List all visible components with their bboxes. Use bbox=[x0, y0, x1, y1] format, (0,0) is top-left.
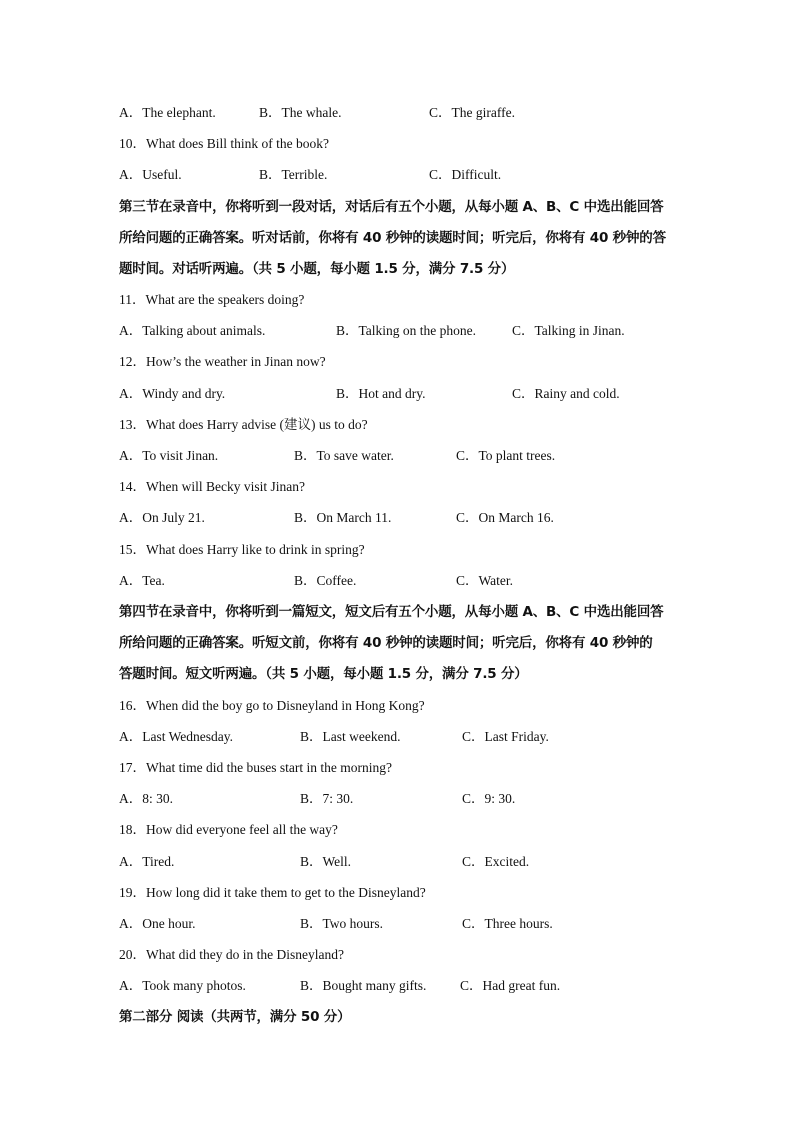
q17-option-c: C．9: 30. bbox=[462, 791, 516, 806]
part2-heading: 第二部分 阅读（共两节，满分 50 分） bbox=[119, 1009, 351, 1025]
q9-option-b: B．The whale. bbox=[259, 105, 342, 120]
q19-question: 19．How long did it take them to get to the Disneyland? bbox=[119, 885, 426, 900]
q17-option-a: A．8: 30. bbox=[119, 791, 173, 806]
q9-option-a: A．The elephant. bbox=[119, 105, 216, 120]
q17-option-b: B．7: 30. bbox=[300, 791, 354, 806]
q13-option-b: B．To save water. bbox=[294, 448, 394, 463]
q12-option-c: C．Rainy and cold. bbox=[512, 386, 620, 401]
q15-option-b: B．Coffee. bbox=[294, 573, 357, 588]
section4-line-2: 所给问题的正确答案。听短文前，你将有 40 秒钟的读题时间；听完后，你将有 40 秒钟的 bbox=[119, 635, 653, 651]
section4-line-1: 第四节在录音中，你将听到一篇短文，短文后有五个小题，从每小题 A、B、C 中选出能回答 bbox=[119, 604, 664, 620]
q10-option-b: B．Terrible. bbox=[259, 167, 328, 182]
section3-line-2: 所给问题的正确答案。听对话前，你将有 40 秒钟的读题时间；听完后，你将有 40 秒钟的答 bbox=[119, 230, 666, 246]
q13-option-c: C．To plant trees. bbox=[456, 448, 556, 463]
q12-option-b: B．Hot and dry. bbox=[336, 386, 426, 401]
q18-question: 18．How did everyone feel all the way? bbox=[119, 822, 338, 837]
q20-option-c: C．Had great fun. bbox=[460, 978, 561, 993]
q15-question: 15．What does Harry like to drink in spring? bbox=[119, 542, 365, 557]
section3-line-3: 题时间。对话听两遍。（共 5 小题，每小题 1.5 分，满分 7.5 分） bbox=[119, 261, 515, 277]
q20-option-b: B．Bought many gifts. bbox=[300, 978, 427, 993]
q16-option-c: C．Last Friday. bbox=[462, 729, 549, 744]
q20-option-a: A．Took many photos. bbox=[119, 978, 246, 993]
q11-question: 11．What are the speakers doing? bbox=[119, 292, 305, 307]
q18-option-a: A．Tired. bbox=[119, 854, 175, 869]
q14-option-b: B．On March 11. bbox=[294, 510, 392, 525]
q13-question: 13．What does Harry advise (建议) us to do? bbox=[119, 417, 368, 432]
q11-option-b: B．Talking on the phone. bbox=[336, 323, 477, 338]
section3-line-1: 第三节在录音中，你将听到一段对话，对话后有五个小题，从每小题 A、B、C 中选出能回答 bbox=[119, 199, 664, 215]
q10-option-c: C．Difficult. bbox=[429, 167, 502, 182]
q18-option-b: B．Well. bbox=[300, 854, 352, 869]
q15-option-c: C．Water. bbox=[456, 573, 514, 588]
q9-option-c: C．The giraffe. bbox=[429, 105, 515, 120]
q10-option-a: A．Useful. bbox=[119, 167, 182, 182]
q17-question: 17．What time did the buses start in the morning? bbox=[119, 760, 392, 775]
q13-option-a: A．To visit Jinan. bbox=[119, 448, 219, 463]
q14-option-a: A．On July 21. bbox=[119, 510, 205, 525]
q20-question: 20．What did they do in the Disneyland? bbox=[119, 947, 344, 962]
q19-option-c: C．Three hours. bbox=[462, 916, 553, 931]
q18-option-c: C．Excited. bbox=[462, 854, 530, 869]
q14-question: 14．When will Becky visit Jinan? bbox=[119, 479, 305, 494]
q16-option-a: A．Last Wednesday. bbox=[119, 729, 234, 744]
q15-option-a: A．Tea. bbox=[119, 573, 165, 588]
q19-option-a: A．One hour. bbox=[119, 916, 196, 931]
q16-option-b: B．Last weekend. bbox=[300, 729, 401, 744]
q12-question: 12．How’s the weather in Jinan now? bbox=[119, 354, 326, 369]
q11-option-c: C．Talking in Jinan. bbox=[512, 323, 625, 338]
q19-option-b: B．Two hours. bbox=[300, 916, 384, 931]
q11-option-a: A．Talking about animals. bbox=[119, 323, 266, 338]
q16-question: 16．When did the boy go to Disneyland in Hong Kong? bbox=[119, 698, 425, 713]
q14-option-c: C．On March 16. bbox=[456, 510, 554, 525]
section4-line-3: 答题时间。短文听两遍。（共 5 小题，每小题 1.5 分，满分 7.5 分） bbox=[119, 666, 528, 682]
q10-question: 10．What does Bill think of the book? bbox=[119, 136, 329, 151]
q12-option-a: A．Windy and dry. bbox=[119, 386, 226, 401]
